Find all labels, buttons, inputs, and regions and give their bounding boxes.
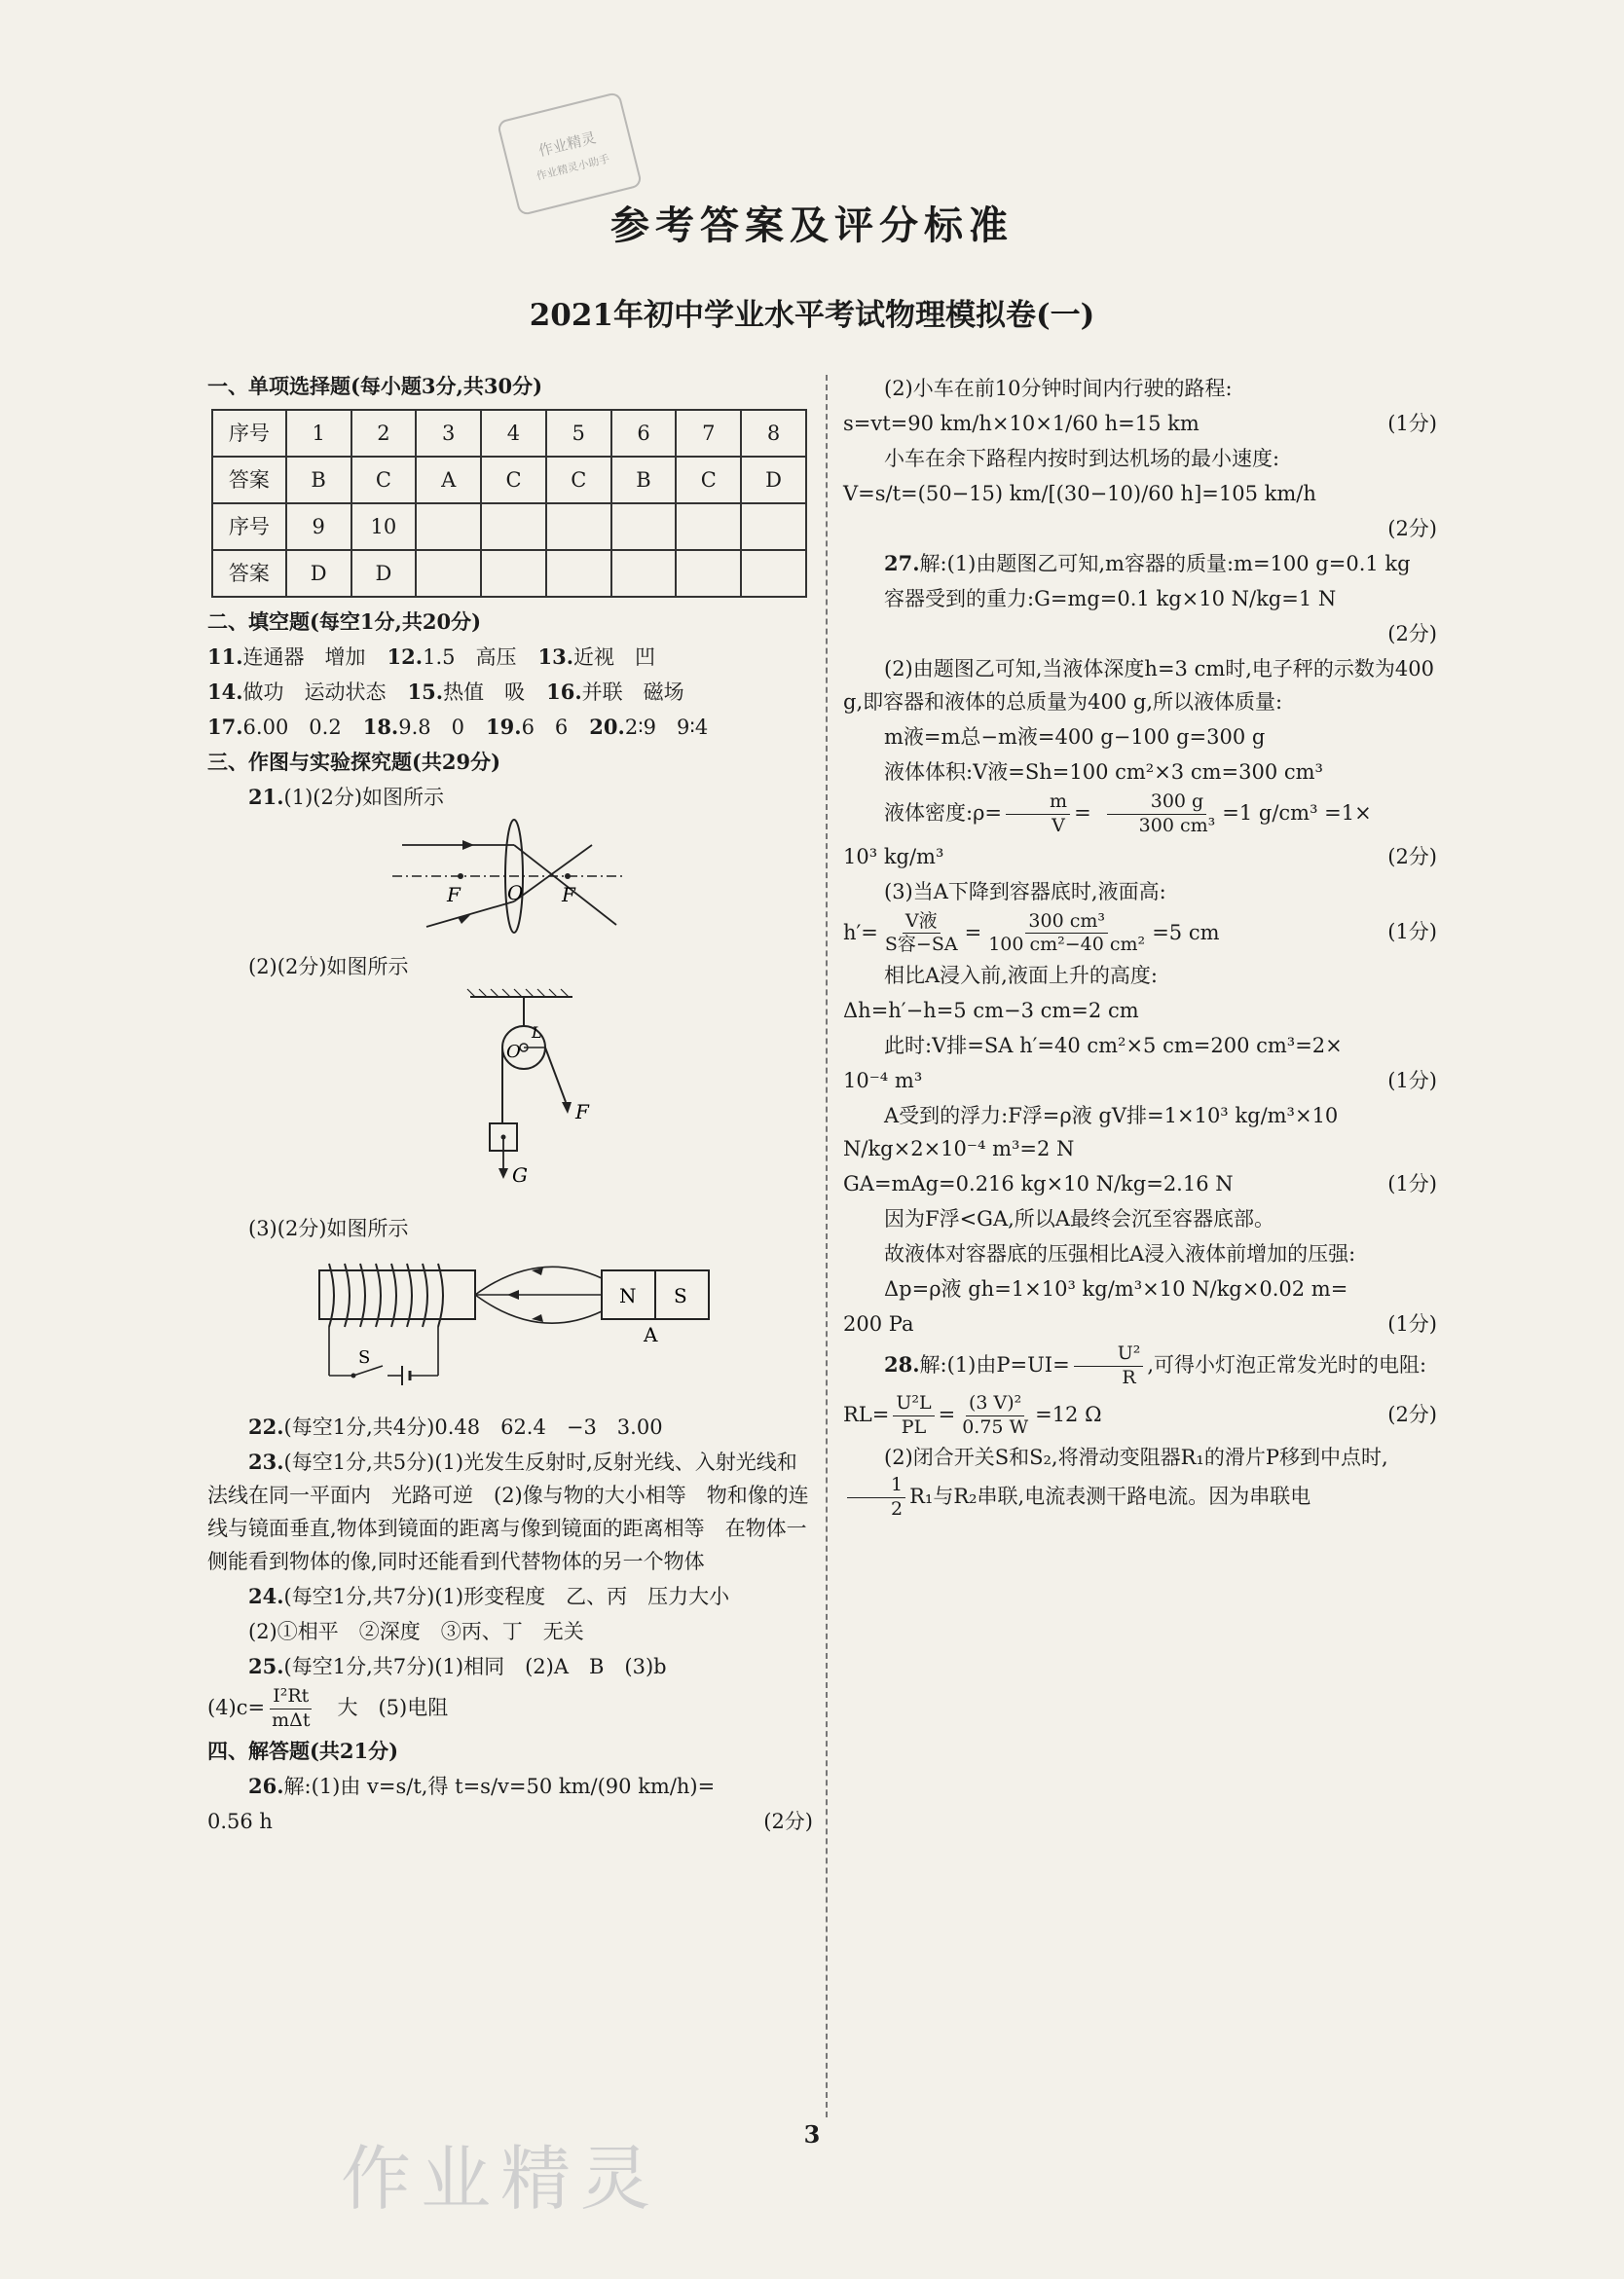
numerator: m [1006, 790, 1070, 815]
denominator: PL [901, 1415, 927, 1438]
table-cell: 8 [741, 410, 806, 457]
q-text: 1.5 高压 [423, 645, 517, 670]
formula-text: R₁与R₂串联,电流表测干路电流。因为串联电 [909, 1485, 1311, 1509]
solenoid-diagram-svg [207, 1249, 811, 1395]
table-cell: C [351, 457, 417, 503]
denominator: 0.75 W [962, 1415, 1029, 1438]
formula-text: 10⁻⁴ m³ [843, 1069, 923, 1093]
focus-label-right: F [562, 883, 575, 907]
formula-text: RL= [843, 1402, 890, 1426]
q-num: 12. [387, 644, 424, 670]
q-text: (每空1分,共7分)(1)相同 (2)A B (3)b [283, 1655, 667, 1679]
focus-label-left: F [447, 883, 461, 907]
q-text: 9.8 0 [398, 716, 465, 740]
table-cell: 3 [416, 410, 481, 457]
answer-line [843, 1167, 1437, 1200]
question-23 [207, 1446, 813, 1578]
q-num: 28. [884, 1352, 920, 1378]
solution-text: 相比A浸入前,液面上升的高度: [884, 964, 1158, 988]
table-cell: 5 [546, 410, 611, 457]
arm-label: L [532, 1023, 542, 1043]
table-cell: B [286, 457, 351, 503]
section-heading: 四、解答题(共21分) [207, 1738, 399, 1763]
solution-text: 因为F浮<GA,所以A最终会沉至容器底部。 [884, 1207, 1274, 1231]
lens-diagram [207, 818, 813, 944]
fill-line [207, 676, 813, 709]
points: (2分) [1387, 622, 1437, 646]
table-cell: 答案 [212, 457, 286, 503]
answer-line [843, 1307, 1437, 1341]
formula-text: ,可得小灯泡正常发光时的电阻: [1147, 1353, 1427, 1378]
q-num: 20. [589, 715, 625, 740]
question-27 [843, 547, 1437, 580]
q-text: 并联 磁场 [581, 680, 684, 705]
q-text: 热值 吸 [443, 680, 526, 705]
table-cell: A [416, 457, 481, 503]
points: (2分) [1387, 1402, 1437, 1426]
points: (1分) [1387, 1172, 1437, 1196]
q-text: 2∶9 9∶4 [624, 716, 709, 740]
table-cell [611, 550, 677, 597]
denominator: 300 cm³ [1138, 814, 1216, 836]
points: (1分) [1387, 412, 1437, 436]
question-21-1 [207, 781, 813, 814]
points: (1分) [1387, 920, 1437, 944]
answer-table [211, 409, 807, 598]
magnet-label: A [644, 1323, 658, 1347]
q-text: (每空1分,共7分)(1)形变程度 乙、丙 压力大小 [283, 1585, 730, 1609]
formula-text: = [1074, 800, 1091, 825]
numerator: I²Rt [270, 1685, 312, 1709]
formula-text: 此时:V排=SA h′=40 cm²×5 cm=200 cm³=2× [884, 1034, 1343, 1058]
table-cell [416, 503, 481, 550]
answer-line [207, 1805, 813, 1838]
formula-text: m液=m总−m液=400 g−100 g=300 g [884, 725, 1266, 750]
force-label: F [575, 1100, 589, 1124]
q-text: 解:(1)由 v=s/t,得 t=s/v=50 km/(90 km/h)= [283, 1774, 716, 1798]
table-row [212, 503, 806, 550]
fraction [959, 1392, 1031, 1440]
table-cell: C [676, 457, 741, 503]
q-num: 14. [207, 680, 243, 705]
question-21-2: (2)(2分)如图所示 [248, 955, 409, 979]
numerator: (3 V)² [966, 1392, 1024, 1416]
q-text: 0.56 h [207, 1809, 273, 1833]
question-25 [207, 1650, 813, 1683]
fraction [1095, 790, 1219, 838]
table-cell: D [351, 550, 417, 597]
table-cell [546, 503, 611, 550]
page-number: 3 [803, 2120, 821, 2149]
formula-text: Δh=h′−h=5 cm−3 cm=2 cm [843, 999, 1139, 1023]
solution-text: (2)小车在前10分钟时间内行驶的路程: [884, 377, 1233, 400]
table-row [212, 550, 806, 597]
table-cell [481, 550, 546, 597]
points: (2分) [1387, 844, 1437, 868]
formula-text: 液体体积:V液=Sh=100 cm²×3 cm=300 cm³ [884, 760, 1323, 785]
formula-text: 200 Pa [843, 1312, 914, 1337]
points: (2分) [1387, 517, 1437, 541]
q-text: 6 6 [521, 716, 569, 740]
q-text: 解:(1)由题图乙可知,m容器的质量:m=100 g=0.1 kg [919, 552, 1411, 576]
solution-text: (2)由题图乙可知,当液体深度h=3 cm时,电子秤的示数为400 g,即容器和液体的总质量为400 g,所以液体质量: [843, 657, 1435, 715]
q-text: 6.00 0.2 [242, 716, 342, 740]
q-num: 15. [407, 680, 444, 705]
q-text: 近视 凹 [573, 645, 656, 670]
q-num: 16. [546, 680, 582, 705]
fraction [847, 1474, 905, 1522]
question-21-3: (3)(2分)如图所示 [248, 1217, 409, 1241]
page-subtitle: 2021年初中学业水平考试物理模拟卷(一) [529, 298, 1095, 333]
fraction [1074, 1342, 1144, 1390]
q-text: (每空1分,共4分)0.48 62.4 −3 3.00 [283, 1415, 663, 1440]
watermark: 作业精灵 [341, 2138, 661, 2220]
table-cell: C [546, 457, 611, 503]
table-cell [546, 550, 611, 597]
numerator: V液 [903, 910, 941, 935]
formula-text: =12 Ω [1035, 1402, 1102, 1426]
formula-text: Δp=ρ液 gh=1×10³ kg/m³×10 N/kg×0.02 m= [884, 1277, 1348, 1302]
fraction [1006, 790, 1070, 838]
denominator: V [1052, 814, 1065, 836]
solution-text: (3)当A下降到容器底时,液面高: [884, 879, 1166, 903]
table-cell: B [611, 457, 677, 503]
south-pole-label: S [674, 1284, 687, 1308]
question-22 [207, 1411, 813, 1444]
q-text: (1)(2分)如图所示 [283, 786, 445, 810]
fill-line [207, 711, 813, 744]
q-num: 23. [248, 1450, 284, 1475]
solution-text [843, 1441, 1437, 1522]
formula-text: A受到的浮力:F浮=ρ液 gV排=1×10³ kg/m³×10 N/kg×2×10⁻⁴ m³=2 N [843, 1104, 1339, 1161]
numerator: 300 cm³ [1025, 910, 1108, 935]
page-title: 参考答案及评分标准 [610, 202, 1014, 248]
q-num: 25. [248, 1654, 284, 1679]
height-formula [843, 910, 1437, 958]
formula-text: = [938, 1402, 956, 1426]
table-cell: 7 [676, 410, 741, 457]
table-cell: 序号 [212, 503, 286, 550]
table-cell: C [481, 457, 546, 503]
q-num: 13. [537, 644, 574, 670]
north-pole-label: N [619, 1284, 637, 1308]
numerator: U²L [893, 1392, 934, 1416]
formula-text: (2)闭合开关S和S₂,将滑动变阻器R₁的滑片P移到中点时, [884, 1446, 1388, 1470]
denominator: 2 [891, 1498, 904, 1521]
right-column [843, 370, 1437, 1524]
lens-diagram-svg [207, 818, 811, 935]
q-num: 22. [248, 1415, 284, 1440]
solution-text: 容器受到的重力:G=mg=0.1 kg×10 N/kg=1 N [884, 587, 1337, 611]
question-24-b: (2)①相平 ②深度 ③丙、丁 无关 [248, 1620, 584, 1644]
numerator: U² [1074, 1342, 1144, 1367]
fraction [269, 1685, 313, 1733]
q-num: 18. [362, 715, 399, 740]
column-divider [826, 375, 828, 2117]
formula-group [843, 910, 1220, 958]
table-cell [741, 550, 806, 597]
table-cell: 9 [286, 503, 351, 550]
q-text: (每空1分,共5分)(1)光发生反射时,反射光线、入射光线和法线在同一平面内 光路可逆 (2)像与物的大小相等 物和像的连线与镜面垂直,物体到镜面的距离与像到镜面的距离相等 在物体一侧能看到物体的像,同时还能看到代替物体的另一个物体 [207, 1451, 809, 1574]
q-num: 27. [884, 551, 920, 576]
q-text: 连通器 增加 [242, 645, 366, 670]
formula-text: GA=mAg=0.216 kg×10 N/kg=2.16 N [843, 1172, 1234, 1196]
answer-line [843, 840, 1437, 873]
q-text: 做功 运动状态 [242, 680, 387, 705]
q-num: 21. [248, 785, 284, 810]
numerator: 300 g [1107, 790, 1206, 815]
table-cell [741, 503, 806, 550]
answer-line [843, 617, 1437, 650]
denominator: 100 cm²−40 cm² [988, 934, 1146, 956]
points: (1分) [1387, 1312, 1437, 1337]
formula-text: 10³ kg/m³ [843, 844, 944, 868]
section-heading: 三、作图与实验探究题(共29分) [207, 750, 501, 775]
formula-text: 大 (5)电阻 [316, 1696, 449, 1720]
formula-text: =5 cm [1152, 920, 1220, 944]
formula-text: =1 g/cm³ =1× [1222, 800, 1372, 825]
solution-text: 故液体对容器底的压强相比A浸入液体前增加的压强: [884, 1242, 1356, 1267]
q-num: 26. [248, 1773, 284, 1798]
question-28 [843, 1342, 1437, 1390]
denominator: R [1122, 1367, 1136, 1389]
question-24 [207, 1580, 813, 1613]
formula-text: V=s/t=(50−15) km/[(30−10)/60 h]=105 km/h [843, 482, 1316, 506]
q-num: 19. [486, 715, 522, 740]
section-heading: 一、单项选择题(每小题3分,共30分) [207, 374, 543, 398]
question-25-b [207, 1685, 813, 1733]
switch-label: S [358, 1347, 371, 1369]
formula-text: (4)c= [207, 1696, 266, 1720]
solution-text: 小车在余下路程内按时到达机场的最小速度: [884, 447, 1280, 471]
formula-text: s=vt=90 km/h×10×1/60 h=15 km [843, 412, 1200, 436]
fraction [985, 910, 1148, 958]
table-cell: D [286, 550, 351, 597]
table-cell: 2 [351, 410, 417, 457]
table-cell [481, 503, 546, 550]
denominator: S容−SA [884, 934, 958, 956]
formula-text: = [964, 920, 982, 944]
answer-line [843, 407, 1437, 440]
table-cell [676, 550, 741, 597]
fraction [893, 1392, 934, 1440]
q-num: 17. [207, 715, 243, 740]
points: (2分) [763, 1809, 813, 1833]
formula-group [843, 1392, 1102, 1440]
answer-line [843, 512, 1437, 545]
formula-text: 液体密度:ρ= [884, 800, 1003, 825]
fill-line [207, 641, 813, 674]
numerator: 1 [847, 1474, 905, 1498]
pulley-diagram [207, 987, 813, 1206]
density-formula [843, 790, 1437, 838]
left-column [207, 370, 813, 1838]
table-cell: 序号 [212, 410, 286, 457]
resistance-formula [843, 1392, 1437, 1440]
pivot-label: O [506, 1042, 521, 1063]
table-cell: 1 [286, 410, 351, 457]
question-26 [207, 1770, 813, 1803]
stamp-text: 作业精灵 [536, 128, 598, 160]
stamp-subtext: 作业精灵小助手 [535, 151, 611, 183]
table-cell: 答案 [212, 550, 286, 597]
solenoid-diagram [207, 1249, 813, 1405]
points: (1分) [1387, 1069, 1437, 1093]
table-cell [676, 503, 741, 550]
table-row [212, 457, 806, 503]
gravity-label: G [512, 1163, 528, 1188]
q-num: 11. [207, 644, 243, 670]
section-heading: 二、填空题(每空1分,共20分) [207, 609, 482, 635]
q-num: 24. [248, 1584, 284, 1609]
denominator: mΔt [272, 1709, 311, 1732]
table-cell: 6 [611, 410, 677, 457]
formula-text: 解:(1)由P=UI= [919, 1353, 1070, 1378]
formula-text: h′= [843, 920, 878, 944]
answer-line [843, 1064, 1437, 1097]
pulley-diagram-svg [207, 987, 811, 1196]
table-cell [416, 550, 481, 597]
optical-center-label: O [507, 881, 524, 905]
table-row [212, 410, 806, 457]
table-cell: D [741, 457, 806, 503]
fraction [882, 910, 961, 958]
table-cell: 4 [481, 410, 546, 457]
table-cell: 10 [351, 503, 417, 550]
table-cell [611, 503, 677, 550]
